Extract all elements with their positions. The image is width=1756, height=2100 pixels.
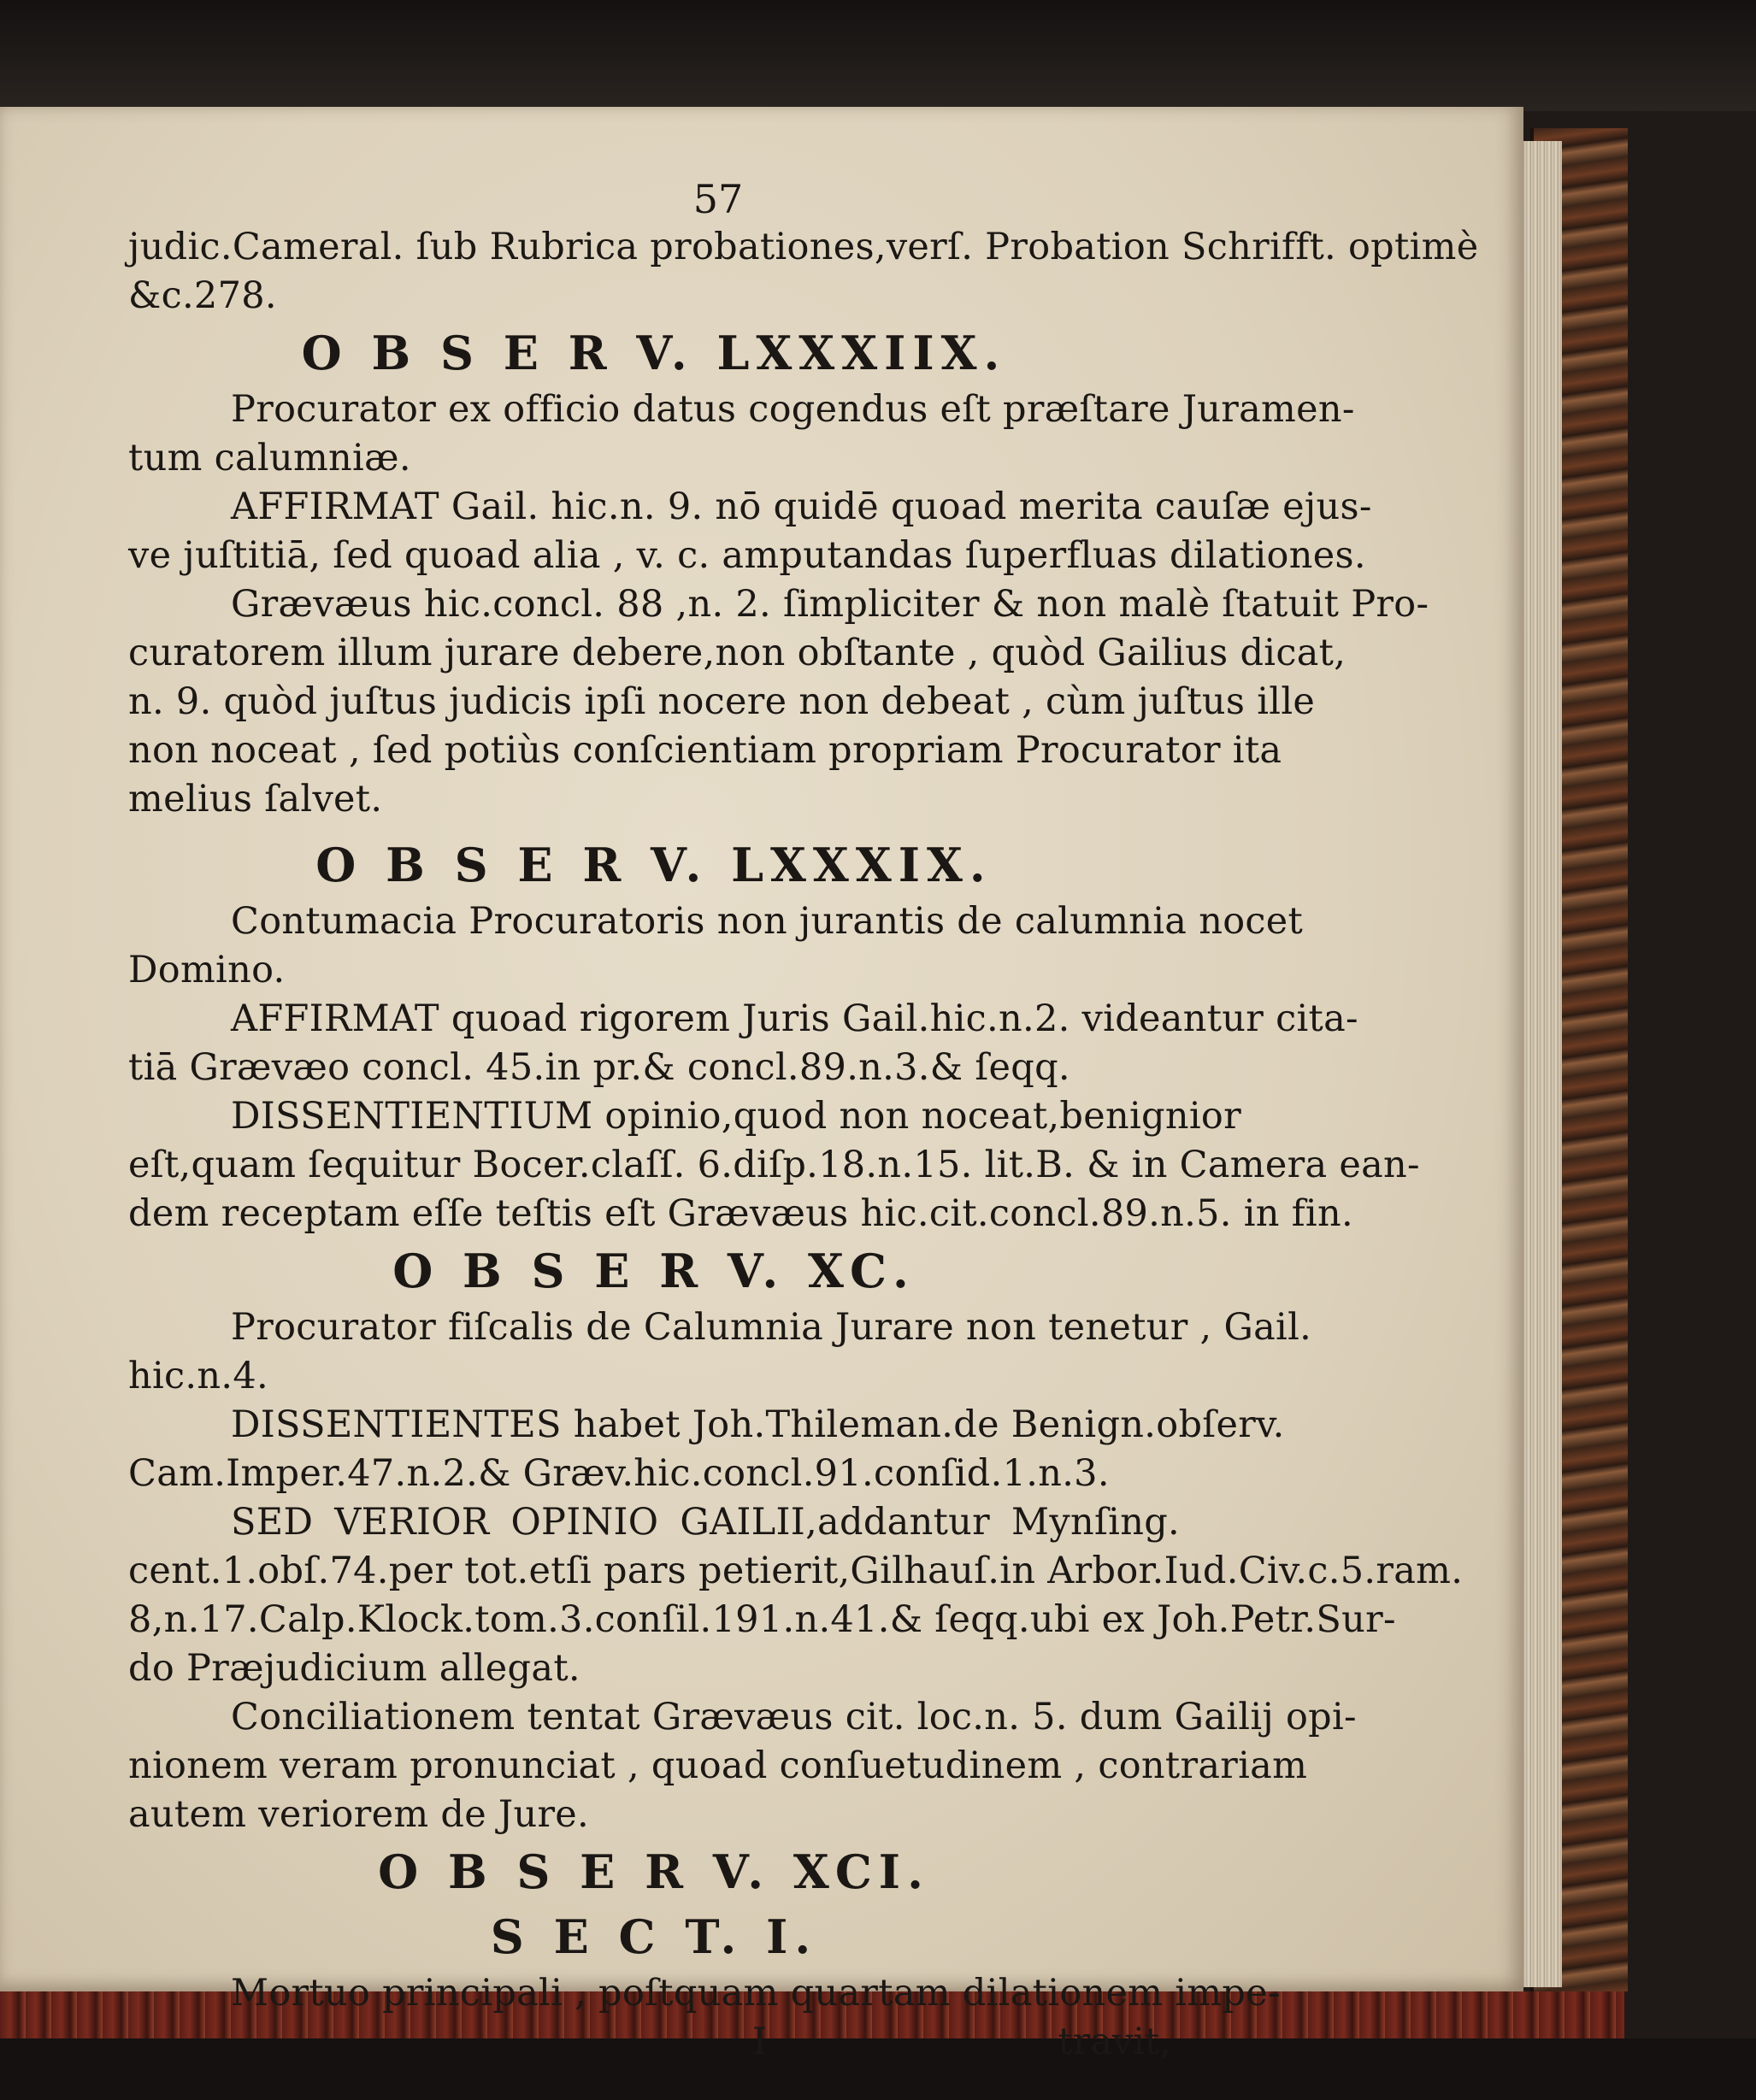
text-line: 8,n.17.Calp.Klock.tom.3.conſil.191.n.41.& ſeqq.ubi ex Joh.Petr.Sur- — [128, 1598, 1396, 1641]
observation-heading-88: O B S E R V. LXXXIIX. — [301, 326, 1007, 380]
text-line: autem veriorem de Jure. — [128, 1793, 590, 1836]
book-page — [0, 107, 1523, 2063]
text-line: SED VERIOR OPINIO GAILII,addantur Mynſing. — [231, 1501, 1180, 1544]
text-line: hic.n.4. — [128, 1355, 268, 1397]
text-line: cent.1.obſ.74.per tot.etſi pars petierit,Gilhauſ.in Arbor.Iud.Civ.c.5.ram. — [128, 1550, 1464, 1592]
text-line: curatorem illum jurare debere,non obſtante , quòd Gailius dicat, — [128, 632, 1346, 674]
text-line: nionem veram pronunciat , quoad conſuetudinem , contrariam — [128, 1744, 1308, 1787]
text-line: n. 9. quòd juſtus judicis ipſi nocere non debeat , cùm juſtus ille — [128, 680, 1316, 723]
intro-line-1: judic.Cameral. ſub Rubrica probationes,verſ. Probation Schrifft. optimè — [128, 226, 1479, 268]
text-line: Procurator fiſcalis de Calumnia Jurare non tenetur , Gail. — [231, 1306, 1312, 1349]
text-line: Cam.Imper.47.n.2.& Græv.hic.concl.91.conſid.1.n.3. — [128, 1452, 1110, 1495]
text-line: AFFIRMAT quoad rigorem Juris Gail.hic.n.2. videantur cita- — [231, 997, 1358, 1040]
observation-heading-90: O B S E R V. XC. — [392, 1244, 916, 1298]
text-line: Procurator ex officio datus cogendus eſt præſtare Juramen- — [231, 388, 1355, 431]
observation-heading-91: O B S E R V. XCI. — [378, 1844, 930, 1899]
text-line: non noceat , ſed potiùs conſcientiam propriam Procurator ita — [128, 729, 1282, 772]
text-line: Conciliationem tentat Grævæus cit. loc.n. 5. dum Gailij opi- — [231, 1696, 1357, 1738]
observation-heading-89: O B S E R V. LXXXIX. — [315, 838, 993, 892]
section-heading: S E C T. I. — [490, 1909, 818, 1964]
text-line: Contumacia Procuratoris non jurantis de calumnia nocet — [231, 900, 1304, 943]
text-line: tiā Grævæo concl. 45.in pr.& concl.89.n.3.& ſeqq. — [128, 1046, 1070, 1089]
text-line: dem receptam eſſe teſtis eſt Grævæus hic.cit.concl.89.n.5. in fin. — [128, 1192, 1353, 1235]
page-footer — [128, 2018, 1180, 2067]
signature-mark: I — [752, 2021, 767, 2063]
text-line: tum calumniæ. — [128, 437, 411, 479]
catchword: travit, — [1058, 2021, 1171, 2063]
text-line: DISSENTIENTES habet Joh.Thileman.de Benign.obſerv. — [231, 1403, 1285, 1446]
text-line: Mortuo principali , poſtquam quartam dilationem impe- — [231, 1972, 1281, 2015]
page-number: 57 — [692, 176, 744, 222]
text-line: Domino. — [128, 949, 286, 991]
text-line: ve juſtitiā, ſed quoad alia , v. c. amputandas ſuperfluas dilationes. — [128, 534, 1366, 577]
text-line: do Præjudicium allegat. — [128, 1647, 580, 1690]
text-line: DISSENTIENTIUM opinio,quod non noceat,benignior — [231, 1095, 1241, 1138]
text-line: melius ſalvet. — [128, 778, 383, 821]
text-line: AFFIRMAT Gail. hic.n. 9. nō quidē quoad merita cauſæ ejus- — [231, 485, 1372, 528]
text-line: eſt,quam ſequitur Bocer.claſſ. 6.diſp.18.n.15. lit.B. & in Camera ean- — [128, 1144, 1420, 1186]
background-top — [0, 0, 1756, 111]
intro-line-2: &c.278. — [128, 274, 277, 317]
page-text — [128, 175, 1479, 2067]
text-line: Grævæus hic.concl. 88 ,n. 2. ſimpliciter & non malè ſtatuit Pro- — [231, 583, 1429, 626]
